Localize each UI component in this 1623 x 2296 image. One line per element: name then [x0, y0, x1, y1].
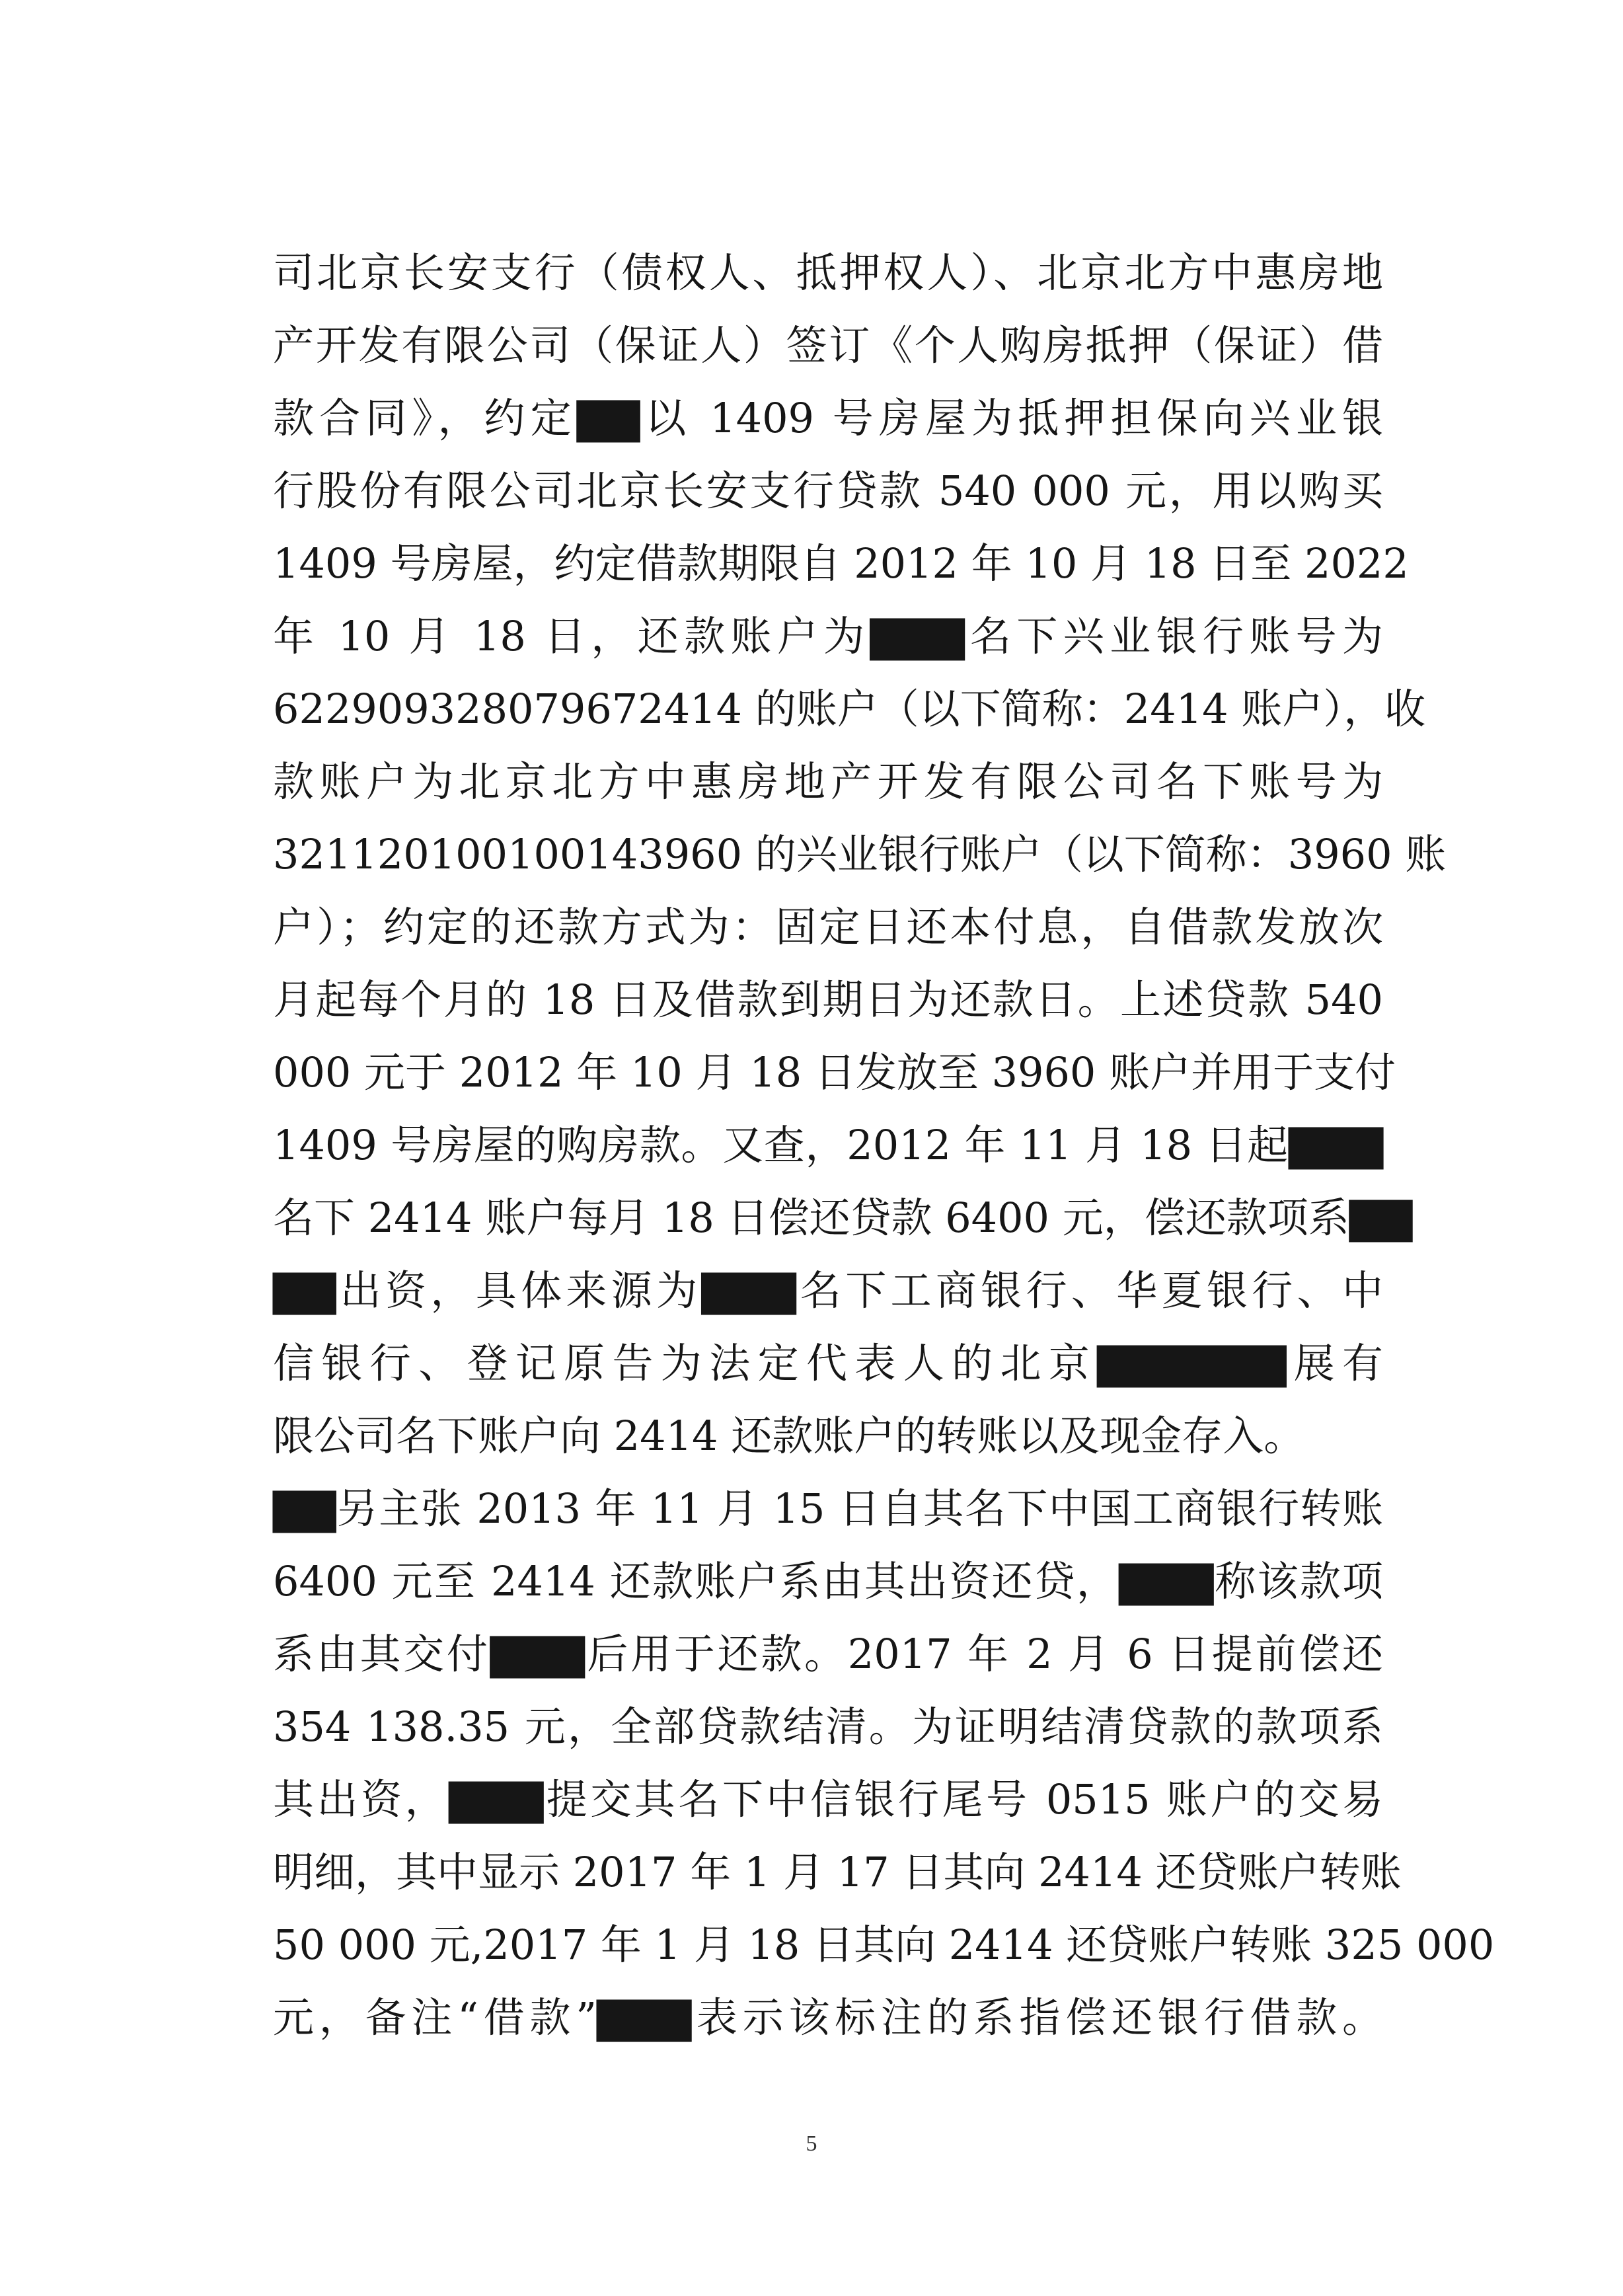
text-line: 行股份有限公司北京长安支行贷款 540 000 元，用以购买 [273, 467, 1383, 515]
text-line: 款账户为北京北方中惠房地产开发有限公司名下账号为 [273, 757, 1383, 806]
page-number: 5 [806, 2131, 817, 2156]
text-line: ▇▇出资，具体来源为▇▇▇名下工商银行、华夏银行、中 [273, 1266, 1383, 1315]
text-line: 年 10 月 18 日，还款账户为▇▇▇名下兴业银行账号为 [273, 612, 1383, 660]
text-line: 明细，其中显示 2017 年 1 月 17 日其向 2414 还贷账户转账 [273, 1848, 1402, 1896]
text-line: 信银行、登记原告为法定代表人的北京▇▇▇▇▇▇展有 [273, 1339, 1383, 1387]
text-line: 321120100100143960 的兴业银行账户（以下简称：3960 账 [273, 830, 1447, 878]
text-line: 款合同》，约定▇▇以 1409 号房屋为抵押担保向兴业银 [273, 394, 1383, 442]
text-line: 354 138.35 元，全部贷款结清。为证明结清贷款的款项系 [273, 1703, 1383, 1751]
text-line: 6400 元至 2414 还款账户系由其出资还贷，▇▇▇称该款项 [273, 1557, 1383, 1605]
text-line: 产开发有限公司（保证人）签订《个人购房抵押（保证）借 [273, 321, 1383, 369]
text-line: 元，备注“借款”▇▇▇表示该标注的系指偿还银行借款。 [273, 1993, 1383, 2042]
text-line: 000 元于 2012 年 10 月 18 日发放至 3960 账户并用于支付 [273, 1048, 1396, 1096]
text-line: 名下 2414 账户每月 18 日偿还贷款 6400 元，偿还款项系▇▇ [273, 1194, 1413, 1242]
text-line: 其出资，▇▇▇提交其名下中信银行尾号 0515 账户的交易 [273, 1775, 1383, 1823]
text-line: 1409 号房屋，约定借款期限自 2012 年 10 月 18 日至 2022 [273, 539, 1409, 588]
text-line: 622909328079672414 的账户（以下简称：2414 账户），收 [273, 685, 1426, 733]
text-line: 司北京长安支行（债权人、抵押权人）、北京北方中惠房地 [273, 249, 1383, 297]
text-line: 1409 号房屋的购房款。又查，2012 年 11 月 18 日起▇▇▇ [273, 1121, 1383, 1169]
body-text [273, 237, 1495, 2054]
text-line: 限公司名下账户向 2414 还款账户的转账以及现金存入。 [273, 1412, 1305, 1460]
text-line: 户）；约定的还款方式为：固定日还本付息，自借款发放次 [273, 903, 1383, 951]
text-line: 50 000 元,2017 年 1 月 18 日其向 2414 还贷账户转账 325 000 [273, 1921, 1495, 1969]
text-line: ▇▇另主张 2013 年 11 月 15 日自其名下中国工商银行转账 [273, 1484, 1383, 1533]
text-line: 系由其交付▇▇▇后用于还款。2017 年 2 月 6 日提前偿还 [273, 1630, 1383, 1678]
text-line: 月起每个月的 18 日及借款到期日为还款日。上述贷款 540 [273, 976, 1383, 1024]
